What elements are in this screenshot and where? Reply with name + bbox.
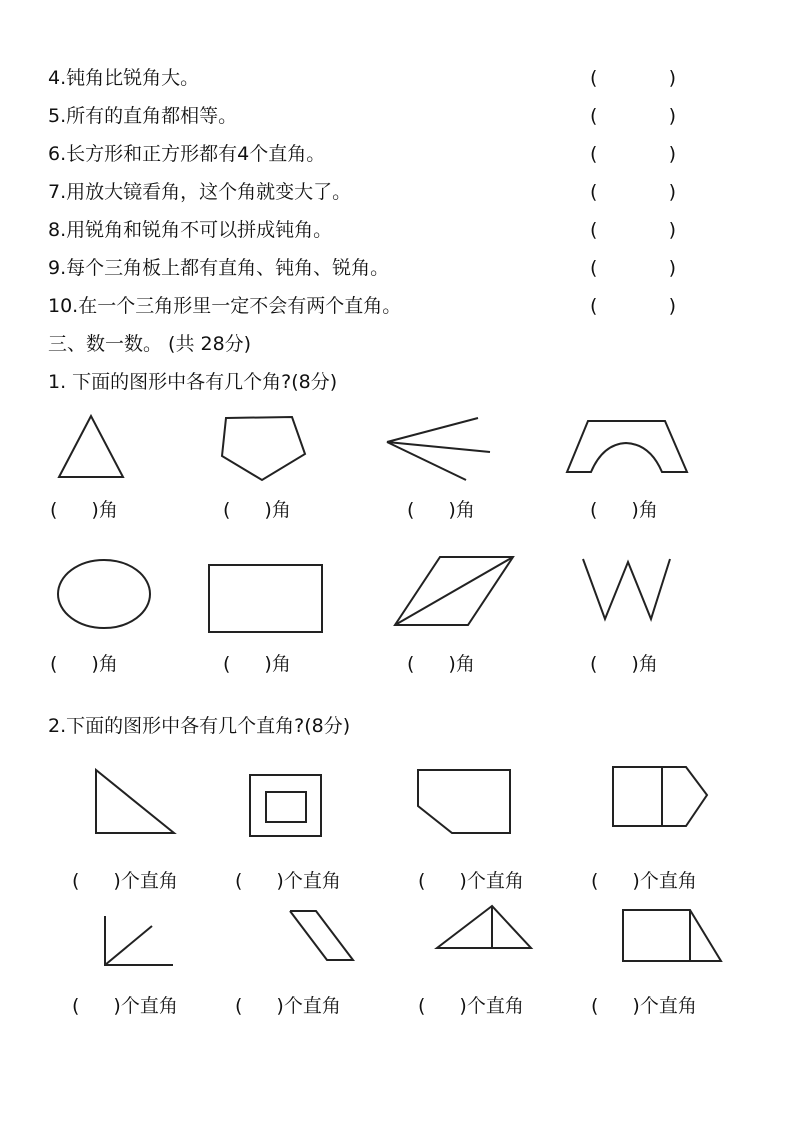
judgment-text: 8.用锐角和锐角不可以拼成钝角。	[48, 219, 333, 241]
judgment-text: 10.在一个三角形里一定不会有两个直角。	[48, 295, 402, 317]
three-rays-figure	[387, 418, 490, 480]
right-triangle-figure	[96, 770, 174, 833]
right-angle-count-blank[interactable]: ( )个直角	[72, 995, 178, 1017]
triangle-with-altitude-figure	[437, 906, 531, 948]
angle-count-blank[interactable]: ( )角	[590, 653, 658, 675]
angle-count-blank[interactable]: ( )角	[223, 653, 291, 675]
angle-count-blank[interactable]: ( )角	[223, 499, 291, 521]
right-angle-count-blank[interactable]: ( )个直角	[72, 870, 178, 892]
judgment-text: 6.长方形和正方形都有4个直角。	[48, 143, 326, 165]
arch-figure	[567, 421, 687, 472]
section-title: 三、数一数。 (共 28分)	[48, 333, 252, 355]
triangle-figure	[59, 416, 123, 477]
right-angle-count-blank[interactable]: ( )个直角	[418, 870, 524, 892]
pentagon-figure	[222, 417, 305, 480]
right-angle-count-blank[interactable]: ( )个直角	[235, 870, 341, 892]
angle-count-blank[interactable]: ( )角	[407, 653, 475, 675]
cut-corner-pentagon-figure	[418, 770, 510, 833]
right-angle-count-blank[interactable]: ( )个直角	[418, 995, 524, 1017]
w-shape-figure	[583, 559, 670, 619]
right-trapezoid-figure	[623, 910, 721, 961]
angle-count-blank[interactable]: ( )角	[50, 653, 118, 675]
z-figure	[290, 911, 353, 960]
judgment-text: 7.用放大镜看角，这个角就变大了。	[48, 181, 352, 203]
angle-count-blank[interactable]: ( )角	[50, 499, 118, 521]
house-pentagon-figure	[613, 767, 707, 826]
right-angle-count-blank[interactable]: ( )个直角	[591, 870, 697, 892]
judgment-text: 9.每个三角板上都有直角、钝角、锐角。	[48, 257, 390, 279]
ellipse-figure	[58, 560, 150, 628]
parallelogram-with-diagonal-figure	[395, 557, 513, 625]
question-1-title: 1. 下面的图形中各有几个角?(8分)	[48, 371, 338, 393]
question-2-title: 2.下面的图形中各有几个直角?(8分)	[48, 715, 351, 737]
angle-count-blank[interactable]: ( )角	[590, 499, 658, 521]
judgment-text: 4.钝角比锐角大。	[48, 67, 200, 89]
right-angle-count-blank[interactable]: ( )个直角	[591, 995, 697, 1017]
rectangle-figure	[209, 565, 322, 632]
angle-with-ray-figure	[105, 916, 173, 965]
judgment-text: 5.所有的直角都相等。	[48, 105, 238, 127]
angle-count-blank[interactable]: ( )角	[407, 499, 475, 521]
nested-squares-figure	[250, 775, 321, 836]
right-angle-count-blank[interactable]: ( )个直角	[235, 995, 341, 1017]
